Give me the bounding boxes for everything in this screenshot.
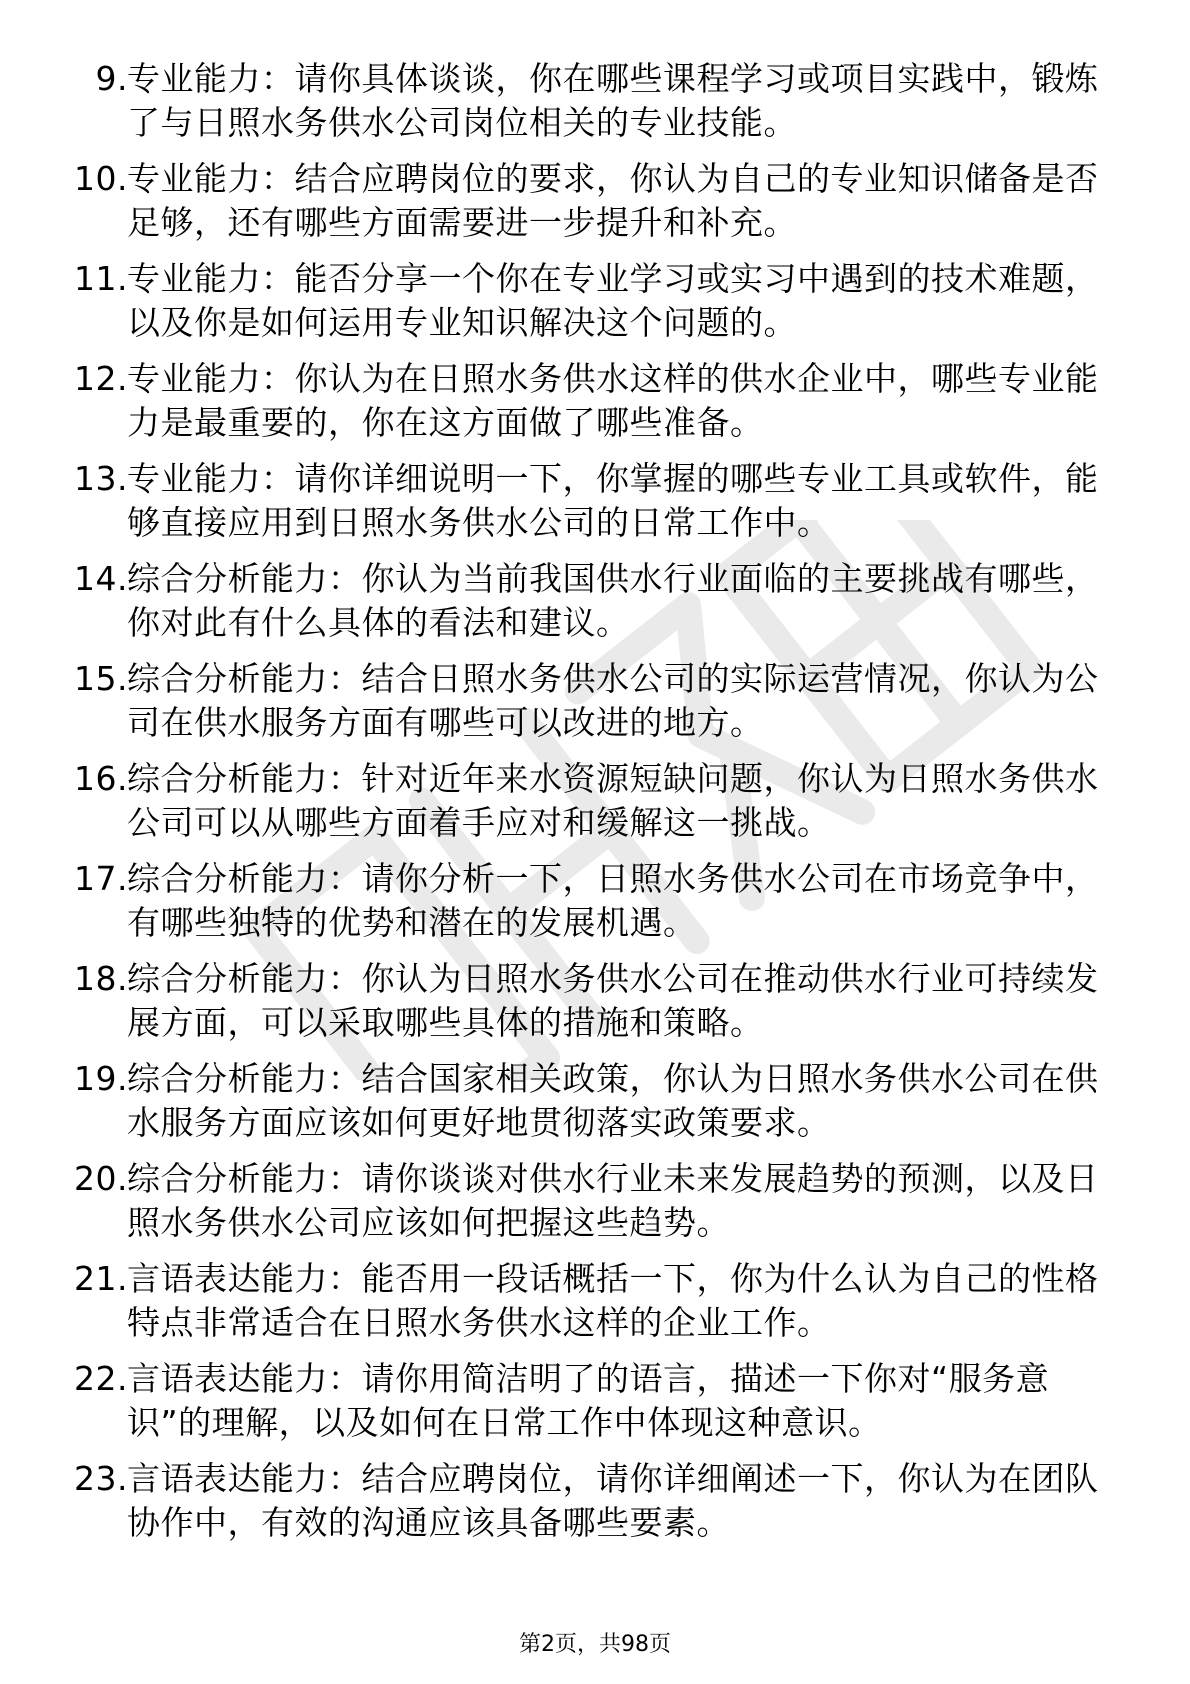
question-text: 综合分析能力：你认为日照水务供水公司在推动供水行业可持续发展方面，可以采取哪些具体的措施和策略。	[127, 959, 1099, 1042]
question-number: 11.	[74, 259, 128, 298]
question-text: 综合分析能力：结合国家相关政策，你认为日照水务供水公司在供水服务方面应该如何更好地贯彻落实政策要求。	[127, 1059, 1099, 1142]
question-item	[0, 1049, 1190, 1149]
question-text: 专业能力：能否分享一个你在专业学习或实习中遇到的技术难题，以及你是如何运用专业知识解决这个问题的。	[127, 259, 1099, 342]
question-item	[0, 349, 1190, 449]
question-item	[0, 849, 1190, 949]
question-number: 20.	[74, 1159, 128, 1198]
question-number: 21.	[74, 1259, 128, 1298]
question-item	[0, 1449, 1190, 1549]
question-list	[0, 49, 1190, 1549]
question-item	[0, 1349, 1190, 1449]
question-text: 专业能力：请你具体谈谈，你在哪些课程学习或项目实践中，锻炼了与日照水务供水公司岗位相关的专业技能。	[127, 59, 1099, 142]
question-item	[0, 1249, 1190, 1349]
question-item	[0, 949, 1190, 1049]
question-number: 10.	[74, 159, 128, 198]
question-text: 言语表达能力：结合应聘岗位，请你详细阐述一下，你认为在团队协作中，有效的沟通应该具备哪些要素。	[127, 1459, 1099, 1542]
question-text: 综合分析能力：请你分析一下，日照水务供水公司在市场竞争中，有哪些独特的优势和潜在的发展机遇。	[127, 859, 1099, 942]
question-number: 18.	[74, 959, 128, 998]
question-text: 言语表达能力：能否用一段话概括一下，你为什么认为自己的性格特点非常适合在日照水务供水这样的企业工作。	[127, 1259, 1099, 1342]
question-text: 综合分析能力：你认为当前我国供水行业面临的主要挑战有哪些，你对此有什么具体的看法和建议。	[127, 559, 1099, 642]
question-item	[0, 149, 1190, 249]
question-item	[0, 749, 1190, 849]
question-number: 16.	[74, 759, 128, 798]
question-item	[0, 449, 1190, 549]
question-text: 专业能力：请你详细说明一下，你掌握的哪些专业工具或软件，能够直接应用到日照水务供水公司的日常工作中。	[127, 459, 1099, 542]
question-text: 言语表达能力：请你用简洁明了的语言，描述一下你对“服务意识”的理解，以及如何在日常工作中体现这种意识。	[127, 1359, 1050, 1442]
question-number: 22.	[74, 1359, 128, 1398]
question-text: 综合分析能力：请你谈谈对供水行业未来发展趋势的预测，以及日照水务供水公司应该如何把握这些趋势。	[127, 1159, 1099, 1242]
question-number: 17.	[74, 859, 128, 898]
question-text: 综合分析能力：结合日照水务供水公司的实际运营情况，你认为公司在供水服务方面有哪些可以改进的地方。	[127, 659, 1099, 742]
question-text: 综合分析能力：针对近年来水资源短缺问题，你认为日照水务供水公司可以从哪些方面着手应对和缓解这一挑战。	[127, 759, 1099, 842]
question-number: 15.	[74, 659, 128, 698]
question-item	[0, 249, 1190, 349]
question-number: 19.	[74, 1059, 128, 1098]
question-text: 专业能力：结合应聘岗位的要求，你认为自己的专业知识储备是否足够，还有哪些方面需要进一步提升和补充。	[127, 159, 1099, 242]
question-item	[0, 549, 1190, 649]
page-number: 第2页，共98页	[519, 1632, 671, 1657]
question-number: 9.	[95, 59, 128, 98]
question-text: 专业能力：你认为在日照水务供水这样的供水企业中，哪些专业能力是最重要的，你在这方面做了哪些准备。	[127, 359, 1099, 442]
question-item	[0, 649, 1190, 749]
question-item	[0, 1149, 1190, 1249]
question-number: 12.	[74, 359, 128, 398]
question-item	[0, 49, 1190, 149]
question-number: 13.	[74, 459, 128, 498]
question-number: 23.	[74, 1459, 128, 1498]
question-number: 14.	[74, 559, 128, 598]
